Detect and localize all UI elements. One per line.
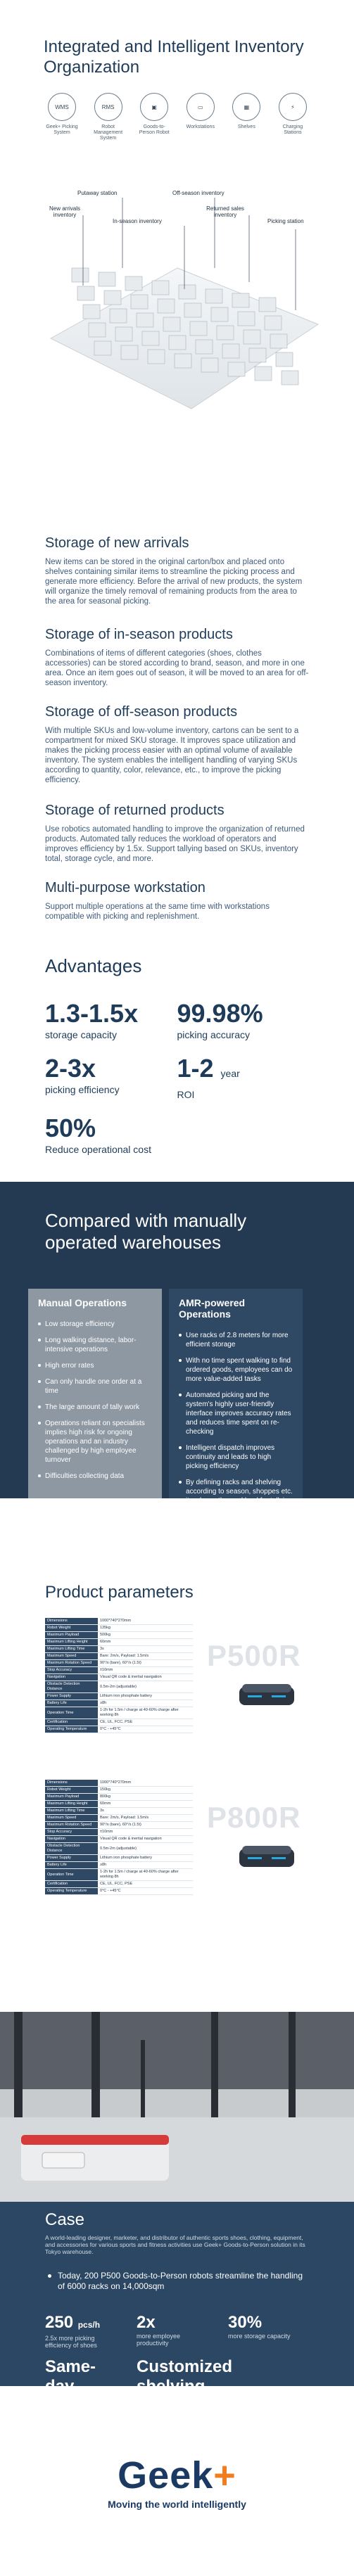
params-title: Product parameters bbox=[45, 1583, 194, 1602]
comparison-item: Difficulties collecting data bbox=[38, 1472, 152, 1481]
advantage-item bbox=[45, 1114, 177, 1155]
spec-key: Maximum Rotation Speed bbox=[45, 1660, 98, 1667]
storage-rack bbox=[217, 326, 234, 340]
spec-key: Dimensions bbox=[45, 1780, 98, 1787]
storage-rack bbox=[175, 354, 191, 368]
case-stat bbox=[45, 2313, 122, 2349]
comparison-title: Compared with manually operated warehouses bbox=[45, 1210, 247, 1253]
storage-rack bbox=[125, 276, 142, 291]
spec-value: ±10mm bbox=[98, 1829, 193, 1836]
case-stat-label: 2.5x more picking efficiency of shoes bbox=[45, 2335, 97, 2349]
comparison-item: Use racks of 2.8 meters for more efficient storage bbox=[179, 1331, 293, 1349]
storage-rack bbox=[179, 285, 196, 299]
robot-image bbox=[235, 1842, 298, 1873]
storage-rack bbox=[238, 312, 255, 326]
advantage-label: picking efficiency bbox=[45, 1084, 120, 1095]
storage-rack bbox=[121, 345, 138, 359]
case-stat-value: Same- bbox=[45, 2357, 96, 2376]
spec-row bbox=[45, 1881, 193, 1888]
storage-rack bbox=[104, 291, 121, 305]
spec-value: 3s bbox=[98, 1808, 193, 1815]
advantage-item bbox=[45, 1054, 177, 1100]
comparison-item: The large amount of tally work bbox=[38, 1403, 152, 1412]
advantage-item bbox=[177, 1054, 310, 1100]
case-stat-value: Customized bbox=[137, 2357, 233, 2376]
storage-rack bbox=[211, 307, 228, 321]
case-title: Case bbox=[45, 2210, 85, 2229]
spec-value: 90°/s (bare), 60°/s (1.5t) bbox=[98, 1822, 193, 1829]
spec-value: 150kg bbox=[98, 1787, 193, 1794]
section-body: Use robotics automated handling to improve the organization of returned products. Automated tally reduces the workload of operators and improves efficiency by 1.5x. Support tallying based on SKUs, inventory total, storage cycle, and more. bbox=[45, 825, 305, 863]
spec-value: 0°C - +45°C bbox=[98, 1888, 193, 1895]
storage-rack bbox=[163, 317, 180, 331]
storage-rack bbox=[158, 299, 175, 313]
comparison-item: Can only handle one order at a time bbox=[38, 1377, 152, 1396]
spec-key: Battery Life bbox=[45, 1700, 98, 1707]
spec-key: Power Supply bbox=[45, 1855, 98, 1862]
section-body: Combinations of items of different categories (shoes, clothes accessories) can be stored according to brand, season, and more in one area. Once an item goes out of season, it will be moved to an area for off-season inventory. bbox=[45, 649, 309, 687]
spec-key: Robot Weight bbox=[45, 1625, 98, 1632]
spec-value: 500kg bbox=[98, 1632, 193, 1639]
spec-row bbox=[45, 1674, 193, 1681]
storage-rack bbox=[222, 344, 239, 358]
storage-rack bbox=[169, 336, 186, 350]
label-returned-sales-inventory: Returned sales inventory bbox=[206, 205, 244, 218]
spec-value: Bare: 2m/s, Payload: 1.5m/s bbox=[98, 1815, 193, 1822]
storage-sections bbox=[0, 535, 354, 950]
system-icon-label: Charging Stations bbox=[282, 125, 303, 135]
spec-row bbox=[45, 1822, 193, 1829]
comparison-item: Automated picking and the system's highly user-friendly interface improves accuracy rates and reduces time spent on re-checking bbox=[179, 1391, 293, 1436]
system-icons-row bbox=[44, 93, 311, 141]
spec-row bbox=[45, 1780, 193, 1787]
spec-value: Lithium iron phosphate battery bbox=[98, 1693, 193, 1700]
page-title: Integrated and Intelligent Inventory Organization bbox=[44, 37, 304, 77]
spec-value: ≥8h bbox=[98, 1862, 193, 1869]
spec-value: 3s bbox=[98, 1646, 193, 1653]
section-workstation bbox=[0, 879, 354, 950]
spec-row bbox=[45, 1787, 193, 1794]
spec-row bbox=[45, 1653, 193, 1660]
spec-row bbox=[45, 1660, 193, 1667]
wms-icon: WMS bbox=[48, 93, 76, 121]
spec-value: 800kg bbox=[98, 1794, 193, 1801]
advantage-label: ROI bbox=[177, 1089, 195, 1100]
section-returned bbox=[0, 802, 354, 879]
spec-key: Power Supply bbox=[45, 1693, 98, 1700]
spec-value: CE, UL, FCC, PSE bbox=[98, 1719, 193, 1726]
spec-row bbox=[45, 1794, 193, 1801]
spec-row bbox=[45, 1843, 193, 1855]
case-stat-value: 30% bbox=[228, 2313, 263, 2332]
case-stat bbox=[228, 2313, 298, 2349]
spec-value: 60mm bbox=[98, 1639, 193, 1646]
case-bullet: Today, 200 P500 Goods-to-Person robots streamline the handling of 6000 racks on 14,000sqm bbox=[45, 2271, 309, 2292]
system-icon-item bbox=[228, 93, 265, 141]
storage-rack bbox=[131, 295, 148, 309]
warehouse-illustration bbox=[44, 162, 325, 451]
spec-row bbox=[45, 1639, 193, 1646]
spec-row bbox=[45, 1646, 193, 1653]
storage-rack bbox=[259, 298, 276, 312]
advantage-value: 50% bbox=[45, 1114, 96, 1142]
spec-value: ≥8h bbox=[98, 1700, 193, 1707]
model-name: P500R bbox=[207, 1639, 301, 1672]
comparison-item: High error rates bbox=[38, 1361, 152, 1370]
spec-table bbox=[45, 1780, 193, 1895]
section-body: Support multiple operations at the same time with workstations compatible with picking and replenishment. bbox=[45, 903, 270, 921]
spec-value: 60mm bbox=[98, 1801, 193, 1808]
storage-rack bbox=[201, 358, 218, 372]
case-description: A world-leading designer, marketer, and distributor of authentic sports shoes, clothing, equipment, and accessories for various sports and fitness activities use Geek+ Goods-to-Person solution in its Tokyo warehouse. bbox=[45, 2234, 305, 2255]
case-stat-label: more employee productivity bbox=[137, 2333, 181, 2347]
storage-rack bbox=[152, 281, 169, 295]
spec-row bbox=[45, 1869, 193, 1881]
storage-rack bbox=[270, 334, 287, 348]
section-title: Storage of new arrivals bbox=[45, 535, 189, 551]
storage-rack bbox=[137, 313, 153, 327]
advantage-value: 99.98% bbox=[177, 999, 263, 1028]
spec-key: Certification bbox=[45, 1881, 98, 1888]
spec-value: Bare: 2m/s, Payload: 1.5m/s bbox=[98, 1653, 193, 1660]
spec-row bbox=[45, 1625, 193, 1632]
spec-key: Maximum Rotation Speed bbox=[45, 1822, 98, 1829]
manual-operations-title: Manual Operations bbox=[38, 1297, 127, 1308]
spec-key: Maximum Lifting Height bbox=[45, 1639, 98, 1646]
robot-icon: ▣ bbox=[140, 93, 168, 121]
system-icon-label: Geek+ Picking System bbox=[46, 125, 78, 135]
spec-value: 135kg bbox=[98, 1625, 193, 1632]
comparison-item: Long walking distance, labor-intensive operations bbox=[38, 1336, 152, 1354]
spec-value: 1-2h for 1.5m / charge at 40-60% charge after working 8h bbox=[98, 1707, 193, 1719]
advantage-value: 1.3-1.5x bbox=[45, 999, 139, 1028]
section-title: Storage of returned products bbox=[45, 803, 225, 818]
spec-key: Robot Weight bbox=[45, 1787, 98, 1794]
spec-key: Navigation bbox=[45, 1836, 98, 1843]
spec-row bbox=[45, 1707, 193, 1719]
spec-row bbox=[45, 1719, 193, 1726]
storage-rack bbox=[276, 352, 293, 366]
comparison-item: Intelligent dispatch improves continuity and leads to high picking efficiency bbox=[179, 1443, 293, 1471]
storage-rack bbox=[89, 323, 106, 337]
spec-value: Visual QR code & inertial navigation bbox=[98, 1836, 193, 1843]
section-body: With multiple SKUs and low-volume inventory, cartons can be sent to a compartment for mixed SKU storage. It improves space utilization and makes the picking process easier with an optimal volume of available inventory. The system enables the intelligent handling of varying SKUs according to quantity, color, relevance, etc., to improve the picking efficiency. bbox=[45, 727, 299, 784]
spec-row bbox=[45, 1681, 193, 1693]
system-icon-label: Workstations bbox=[186, 125, 215, 129]
spec-value: 1000*740*270mm bbox=[98, 1618, 193, 1625]
system-icon-label: Shelves bbox=[237, 125, 255, 129]
spec-key: Certification bbox=[45, 1719, 98, 1726]
advantage-value: 2-3x bbox=[45, 1054, 96, 1083]
spec-key: Navigation bbox=[45, 1674, 98, 1681]
comparison-item: With no time spent walking to find ordered goods, employees can do more value-added tasks bbox=[179, 1356, 293, 1384]
storage-rack bbox=[110, 309, 127, 323]
case-stat-unit: pcs/h bbox=[77, 2320, 101, 2330]
spec-key: Maximum Lifting Time bbox=[45, 1646, 98, 1653]
storage-rack bbox=[142, 331, 159, 345]
spec-card-p500r bbox=[45, 1618, 312, 1737]
spec-value: ±10mm bbox=[98, 1667, 193, 1674]
spec-key: Obstacle Detection Distance bbox=[45, 1681, 98, 1693]
spec-value: 90°/s (bare), 60°/s (1.5t) bbox=[98, 1660, 193, 1667]
spec-card-p800r bbox=[45, 1780, 312, 1899]
spec-key: Maximum Payload bbox=[45, 1794, 98, 1801]
section-off-season bbox=[0, 703, 354, 802]
spec-value: CE, UL, FCC, PSE bbox=[98, 1881, 193, 1888]
spec-key: Maximum Lifting Height bbox=[45, 1801, 98, 1808]
storage-rack bbox=[255, 366, 272, 381]
spec-key: Maximum Payload bbox=[45, 1632, 98, 1639]
comparison-item: By defining racks and shelving according to season, shoppes etc. bbox=[179, 1478, 293, 1505]
system-icon-label: Robot Management System bbox=[94, 125, 123, 141]
spec-row bbox=[45, 1888, 193, 1895]
system-icon-item bbox=[182, 93, 219, 141]
spec-value: 1-2h for 1.5m / charge at 40-60% charge after working 8h bbox=[98, 1869, 193, 1881]
spec-key: Operating Temperature bbox=[45, 1726, 98, 1733]
storage-rack bbox=[228, 362, 245, 376]
footer bbox=[0, 2386, 354, 2576]
storage-rack bbox=[148, 350, 165, 364]
section-title: Storage of in-season products bbox=[45, 627, 233, 642]
advantage-unit: year bbox=[220, 1068, 240, 1079]
spec-key: Stop Accuracy bbox=[45, 1829, 98, 1836]
storage-rack bbox=[72, 268, 89, 282]
spec-key: Stop Accuracy bbox=[45, 1667, 98, 1674]
spec-row bbox=[45, 1700, 193, 1707]
shelves-icon: ▦ bbox=[232, 93, 260, 121]
advantage-label: picking accuracy bbox=[177, 1029, 250, 1040]
label-in-season-inventory: In-season inventory bbox=[113, 218, 162, 224]
section-body: New items can be stored in the original carton/box and placed onto shelves containing similar items to streamline the picking process and generate more efficiency. Before the arrival of new products, the system will organize the timely removal of remaining products from the area to the area for seasonal picking. bbox=[45, 558, 303, 606]
spec-value: 1000*740*270mm bbox=[98, 1780, 193, 1787]
case-photo bbox=[0, 2012, 354, 2202]
storage-rack bbox=[77, 286, 94, 300]
spec-key: Maximum Speed bbox=[45, 1653, 98, 1660]
spec-key: Operation Time bbox=[45, 1707, 98, 1719]
spec-value: Lithium iron phosphate battery bbox=[98, 1855, 193, 1862]
spec-table bbox=[45, 1618, 193, 1733]
case-stat-label: more storage capacity bbox=[228, 2333, 291, 2340]
spec-row bbox=[45, 1808, 193, 1815]
system-icon-label: Goods-to-Person Robot bbox=[139, 125, 170, 135]
model-name: P800R bbox=[207, 1801, 301, 1834]
storage-rack bbox=[196, 340, 213, 354]
storage-rack bbox=[94, 341, 111, 355]
advantage-item bbox=[177, 1000, 310, 1040]
storage-rack bbox=[232, 293, 249, 307]
hero-section bbox=[0, 0, 354, 535]
advantages-title: Advantages bbox=[45, 955, 142, 976]
spec-key: Operating Temperature bbox=[45, 1888, 98, 1895]
advantage-item bbox=[45, 1000, 177, 1040]
robot-image bbox=[235, 1680, 298, 1711]
amr-operations-title: AMR-powered Operations bbox=[179, 1297, 246, 1320]
storage-rack bbox=[83, 305, 100, 319]
storage-rack bbox=[99, 272, 115, 286]
storage-rack bbox=[282, 371, 298, 385]
system-icon-item bbox=[90, 93, 127, 141]
comparison-section bbox=[0, 1182, 354, 1505]
spec-key: Dimensions bbox=[45, 1618, 98, 1625]
storage-rack bbox=[265, 316, 282, 330]
spec-key: Battery Life bbox=[45, 1862, 98, 1869]
system-icon-item bbox=[136, 93, 172, 141]
system-icon-item bbox=[44, 93, 80, 141]
advantages-grid bbox=[45, 1000, 309, 1155]
spec-row bbox=[45, 1801, 193, 1808]
case-stat bbox=[137, 2313, 214, 2349]
storage-rack bbox=[115, 327, 132, 341]
case-stat-value: 2x bbox=[137, 2313, 156, 2332]
advantage-label: Reduce operational cost bbox=[45, 1144, 151, 1155]
system-icon-item bbox=[274, 93, 311, 141]
workstation-icon: ▭ bbox=[187, 93, 215, 121]
product-parameters-section bbox=[0, 1498, 354, 2012]
comparison-item: Operations reliant on specialists implies high risk for ongoing operations and an industry challenged by high employee turnover bbox=[38, 1419, 152, 1465]
case-section bbox=[0, 2202, 354, 2386]
label-putaway-station: Putaway station bbox=[77, 190, 118, 196]
label-off-season-inventory: Off-season inventory bbox=[172, 190, 225, 196]
advantages-section bbox=[0, 955, 354, 1180]
charging-station-icon: ⚡ bbox=[279, 93, 307, 121]
spec-row bbox=[45, 1855, 193, 1862]
spec-row bbox=[45, 1693, 193, 1700]
spec-row bbox=[45, 1829, 193, 1836]
manual-operations-list bbox=[28, 1317, 162, 1481]
spec-key: Maximum Lifting Time bbox=[45, 1808, 98, 1815]
spec-value: 0°C - +45°C bbox=[98, 1726, 193, 1733]
advantage-value: 1-2 year bbox=[177, 1054, 240, 1083]
spec-row bbox=[45, 1632, 193, 1639]
advantage-label: storage capacity bbox=[45, 1029, 117, 1040]
spec-row bbox=[45, 1726, 193, 1733]
brand-logo[interactable]: Geek+ bbox=[118, 2454, 236, 2497]
spec-key: Maximum Speed bbox=[45, 1815, 98, 1822]
spec-value: Visual QR code & inertial navigation bbox=[98, 1674, 193, 1681]
brand-tagline: Moving the world intelligently bbox=[108, 2499, 246, 2510]
spec-row bbox=[45, 1862, 193, 1869]
spec-row bbox=[45, 1618, 193, 1625]
storage-rack bbox=[184, 303, 201, 317]
label-new-arrivals-inventory: New arrivals inventory bbox=[49, 205, 80, 218]
storage-rack bbox=[206, 289, 222, 303]
section-in-season bbox=[0, 626, 354, 703]
section-title: Storage of off-season products bbox=[45, 704, 238, 720]
spec-row bbox=[45, 1815, 193, 1822]
rms-icon: RMS bbox=[94, 93, 122, 121]
section-title: Multi-purpose workstation bbox=[45, 880, 206, 895]
section-new-arrivals bbox=[0, 535, 354, 626]
spec-row bbox=[45, 1836, 193, 1843]
spec-value: 0.5m-2m (adjustable) bbox=[98, 1843, 193, 1855]
spec-key: Operation Time bbox=[45, 1869, 98, 1881]
comparison-item: Low storage efficiency bbox=[38, 1320, 152, 1329]
case-stat-value: 250 pcs/h bbox=[45, 2313, 101, 2332]
spec-key: Obstacle Detection Distance bbox=[45, 1843, 98, 1855]
spec-row bbox=[45, 1667, 193, 1674]
storage-rack bbox=[249, 348, 266, 362]
storage-rack bbox=[190, 321, 207, 336]
label-picking-station: Picking station bbox=[267, 218, 304, 224]
spec-value: 0.5m-2m (adjustable) bbox=[98, 1681, 193, 1693]
storage-rack bbox=[244, 330, 260, 344]
